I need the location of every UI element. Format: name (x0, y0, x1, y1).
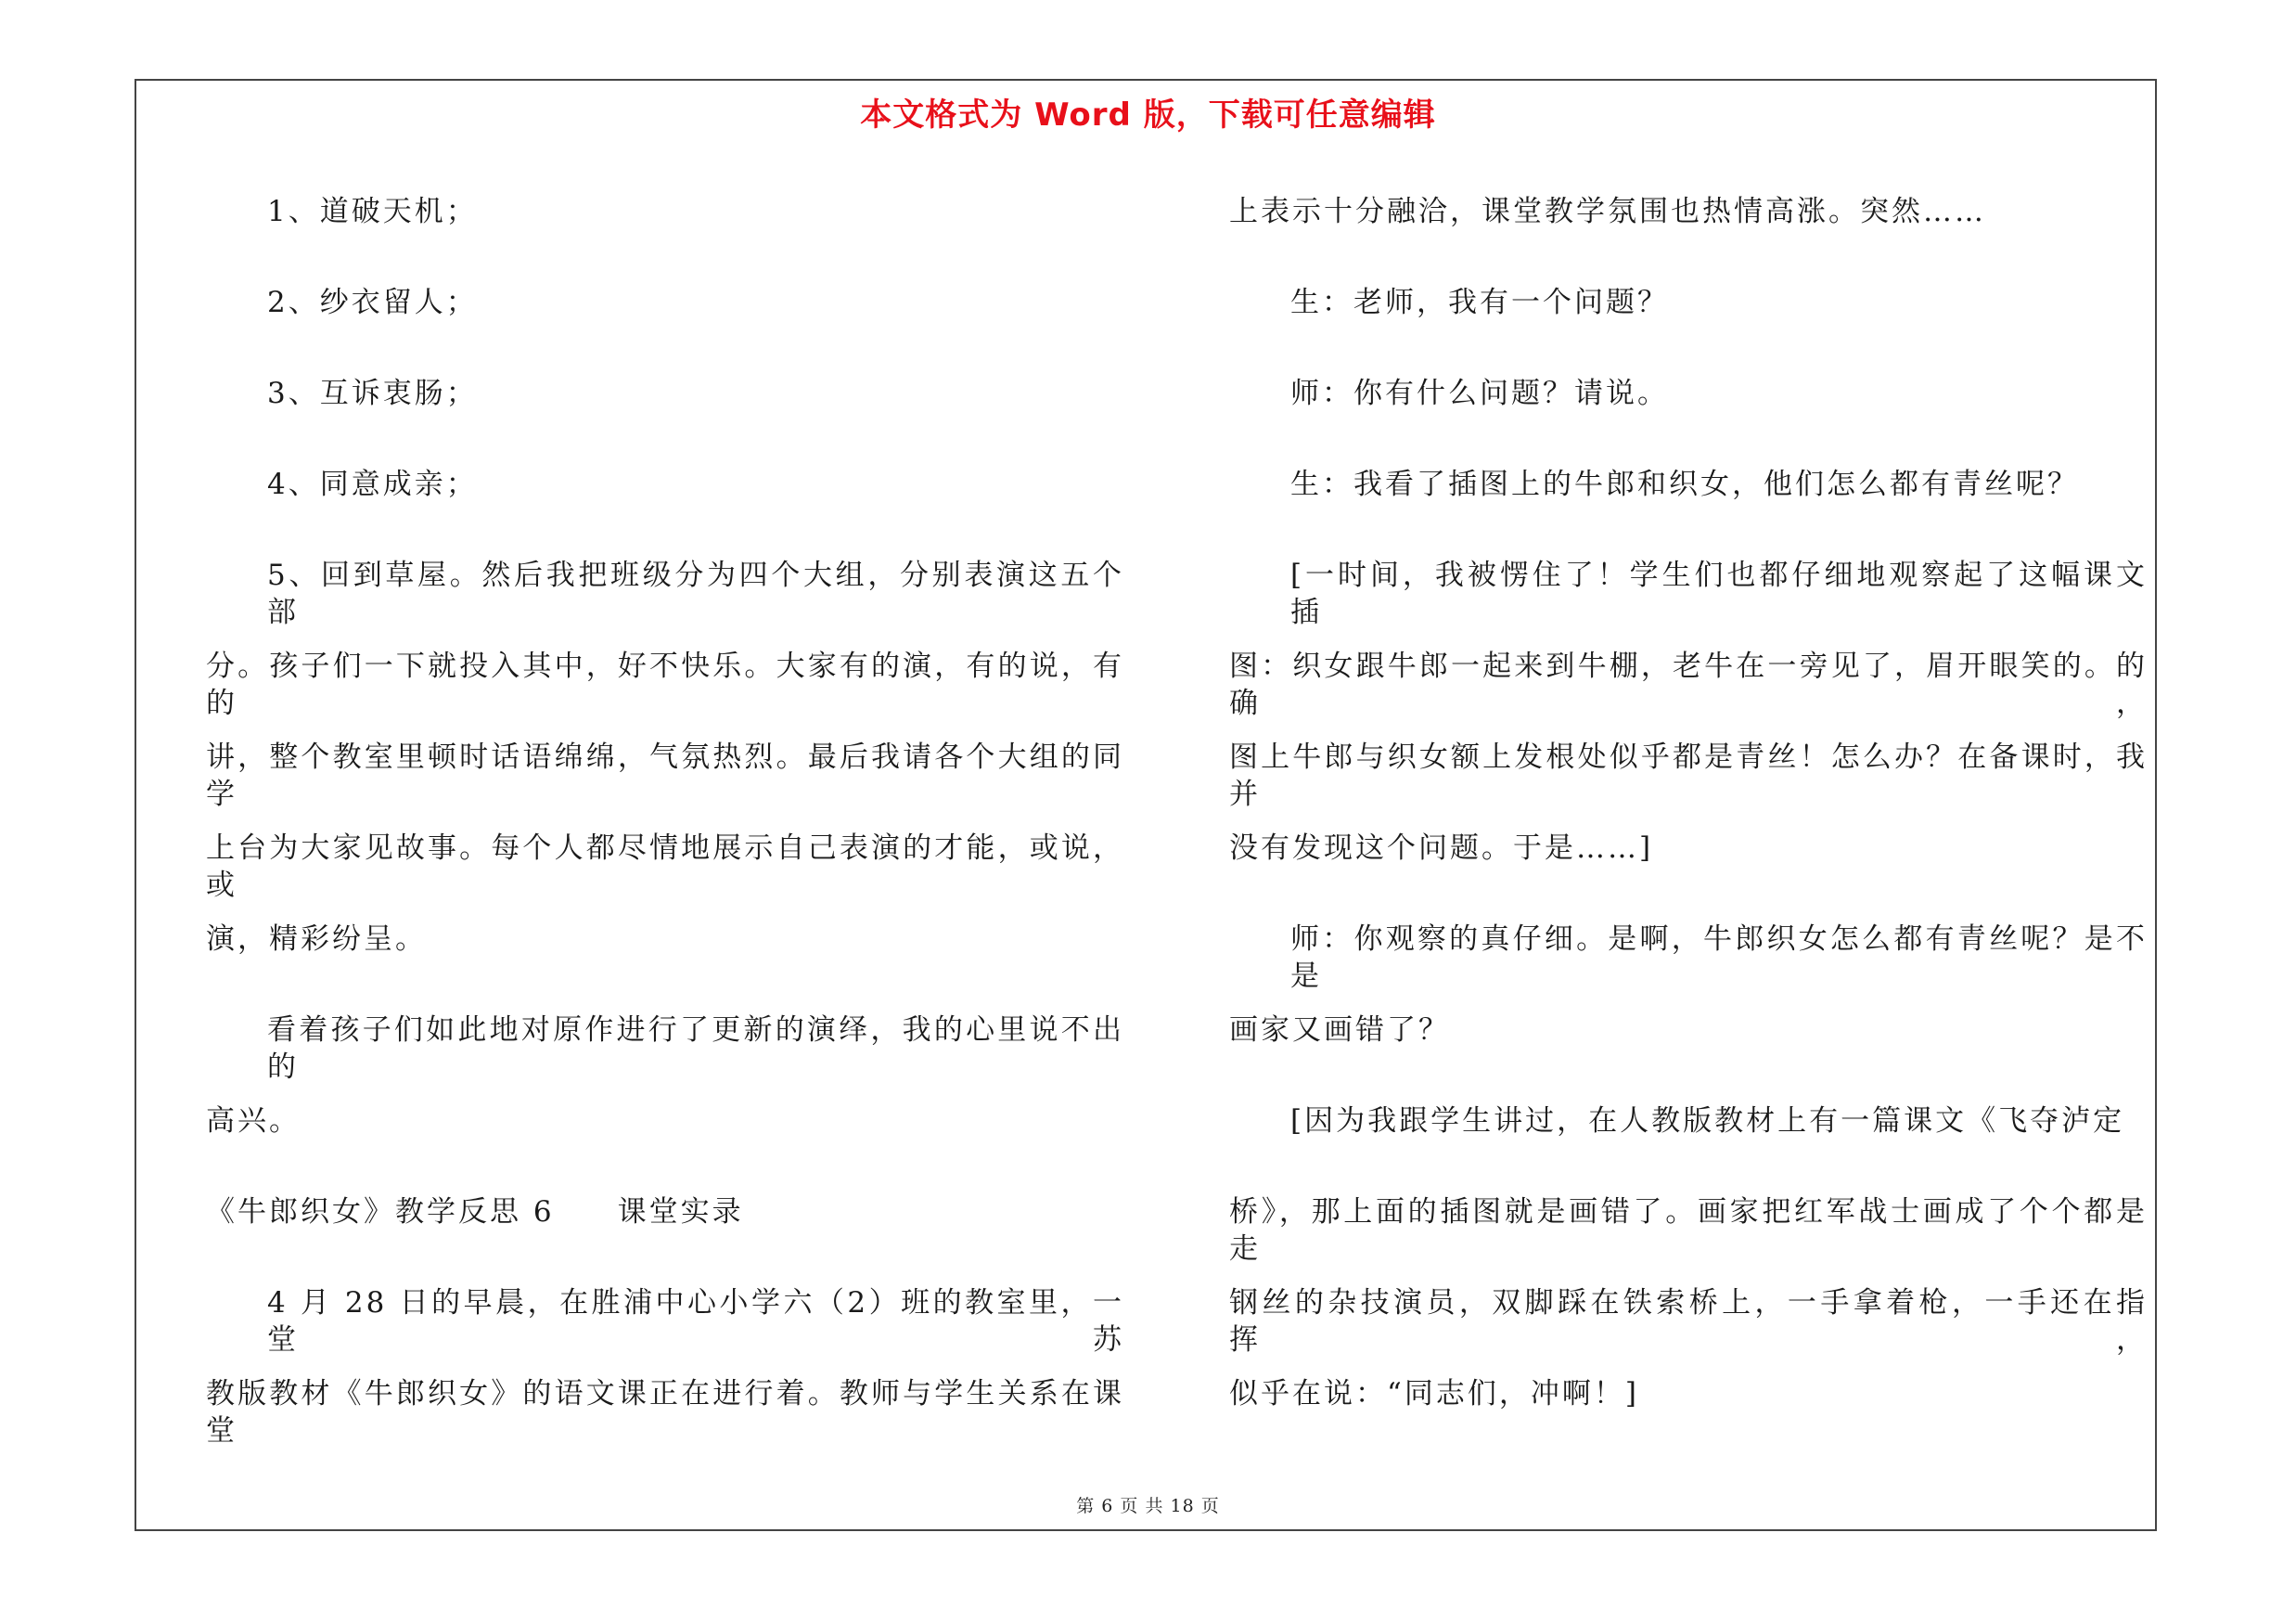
dialogue-line: 师：你有什么问题？请说。 (1290, 377, 1669, 410)
paragraph-line: 桥》，那上面的插图就是画错了。画家把红军战士画成了个个都是走 (1229, 1195, 2148, 1266)
paragraph-line: [因为我跟学生讲过，在人教版教材上有一篇课文《飞夺泸定 (1290, 1104, 2125, 1138)
paragraph-line: 上台为大家见故事。每个人都尽情地展示自己表演的才能，或说，或 (206, 831, 1124, 902)
paragraph-line: 似乎在说：“同志们，冲啊！] (1229, 1377, 1639, 1410)
paragraph-line: 5、回到草屋。然后我把班级分为四个大组，分别表演这五个部 (267, 559, 1124, 629)
format-banner: 本文格式为 Word 版，下载可任意编辑 (860, 97, 1436, 134)
paragraph-line: [一时间，我被愣住了！学生们也都仔细地观察起了这幅课文插 (1290, 559, 2148, 629)
paragraph-line: 高兴。 (206, 1104, 301, 1138)
paragraph-line: 演，精彩纷呈。 (206, 922, 427, 956)
section-heading: 《牛郎织女》教学反思 6 课堂实录 (206, 1195, 744, 1229)
paragraph-line: 教版教材《牛郎织女》的语文课正在进行着。教师与学生关系在课堂 (206, 1377, 1124, 1448)
paragraph-line: 分。孩子们一下就投入其中，好不快乐。大家有的演，有的说，有的 (206, 650, 1124, 720)
list-item: 2、纱衣留人； (267, 286, 478, 319)
paragraph-line: 没有发现这个问题。于是……] (1229, 831, 1654, 865)
list-item: 4、同意成亲； (267, 468, 478, 501)
dialogue-line: 生：老师，我有一个问题？ (1290, 286, 1669, 319)
paragraph-line: 上表示十分融洽，课堂教学氛围也热情高涨。突然…… (1229, 195, 1986, 228)
list-item: 1、道破天机； (267, 195, 478, 228)
paragraph-line: 钢丝的杂技演员，双脚踩在铁索桥上，一手拿着枪，一手还在指挥， (1229, 1286, 2148, 1357)
list-item: 3、互诉衷肠； (267, 377, 478, 410)
page-number: 第 6 页 共 18 页 (1076, 1496, 1220, 1516)
paragraph-line: 4 月 28 日的早晨，在胜浦中心小学六（2）班的教室里，一堂苏 (267, 1286, 1124, 1357)
dialogue-line: 生：我看了插图上的牛郎和织女，他们怎么都有青丝呢？ (1290, 468, 2079, 501)
dialogue-line: 师：你观察的真仔细。是啊，牛郎织女怎么都有青丝呢？是不是 (1290, 922, 2148, 993)
paragraph-line: 图：织女跟牛郎一起来到牛棚，老牛在一旁见了，眉开眼笑的。的确， (1229, 650, 2148, 720)
paragraph-line: 画家又画错了？ (1229, 1013, 1450, 1047)
paragraph-line: 讲，整个教室里顿时话语绵绵，气氛热烈。最后我请各个大组的同学 (206, 741, 1124, 811)
paragraph-line: 看着孩子们如此地对原作进行了更新的演绎，我的心里说不出的 (267, 1013, 1124, 1084)
paragraph-line: 图上牛郎与织女额上发根处似乎都是青丝！怎么办？在备课时，我并 (1229, 741, 2148, 811)
